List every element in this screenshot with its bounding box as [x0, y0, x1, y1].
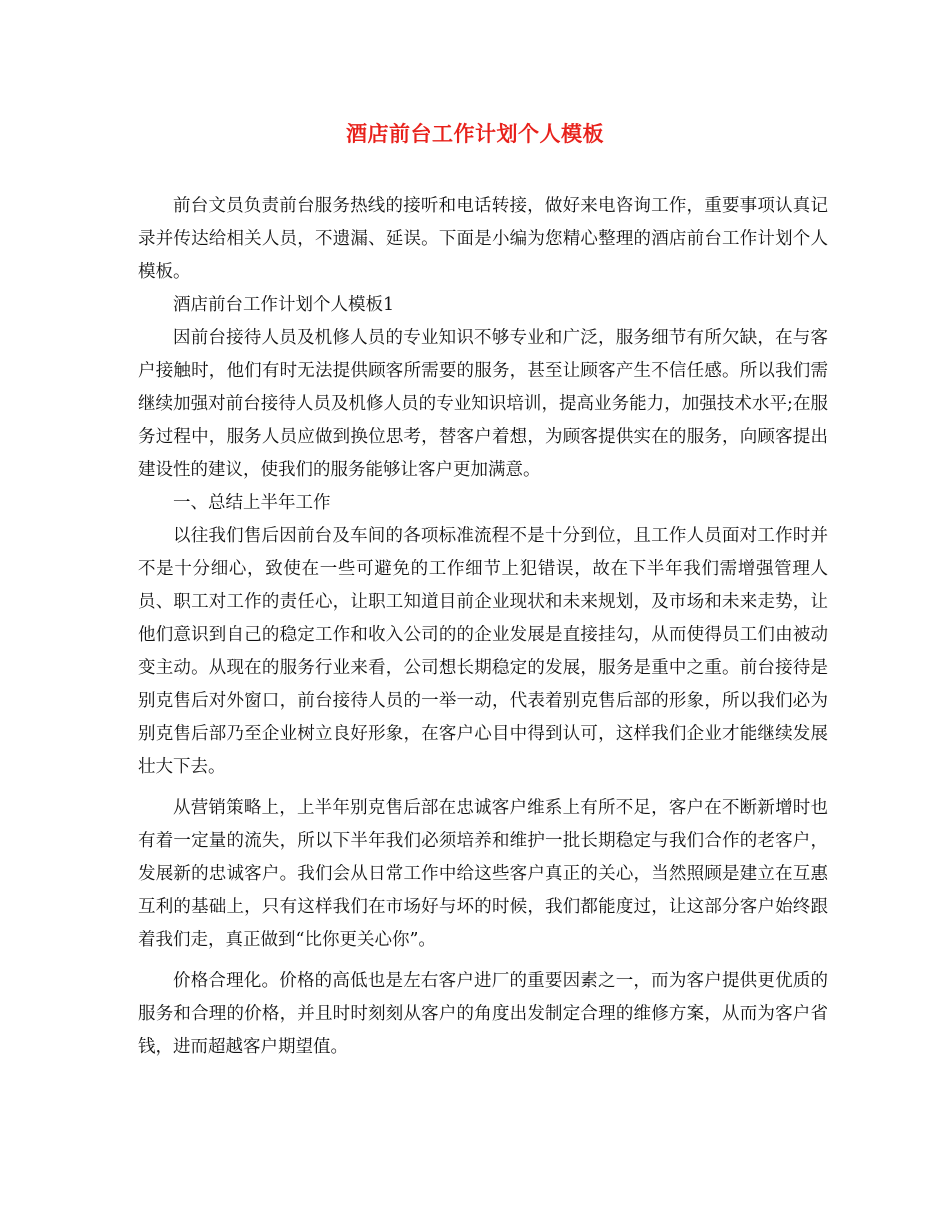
intro-paragraph: 前台文员负责前台服务热线的接听和电话转接，做好来电咨询工作，重要事项认真记录并传达给相关人员，不遗漏、延误。下面是小编为您精心整理的酒店前台工作计划个人模板。	[138, 196, 828, 282]
training-paragraph: 因前台接待人员及机修人员的专业知识不够专业和广泛，服务细节有所欠缺，在与客户接触时，他们有时无法提供顾客所需要的服务，甚至让顾客产生不信任感。所以我们需继续加强对前台接待人员及机修人员的专业知识培训，提高业务能力，加强技术水平;在服务过程中，服务人员应做到换位思考，替客户着想，为顾客提供实在的服务，向顾客提出建设性的建议，使我们的服务能够让客户更加满意。	[138, 328, 828, 480]
marketing-paragraph: 从营销策略上，上半年别克售后部在忠诚客户维系上有所不足，客户在不断新增时也有着一定量的流失，所以下半年我们必须培养和维护一批长期稳定与我们合作的老客户，发展新的忠诚客户。我们会从日常工作中给这些客户真正的关心，当然照顾是建立在互惠互利的基础上，只有这样我们在市场好与坏的时候，我们都能度过，让这部分客户始终跟着我们走，真正做到“比你更关心你”。	[138, 798, 828, 950]
summary-paragraph: 以往我们售后因前台及车间的各项标准流程不是十分到位，且工作人员面对工作时并不是十分细心，致使在一些可避免的工作细节上犯错误，故在下半年我们需增强管理人员、职工对工作的责任心，让职工知道目前企业现状和未来规划，及市场和未来走势，让他们意识到自己的稳定工作和收入公司的的企业发展是直接挂勾，从而使得员工们由被动变主动。从现在的服务行业来看，公司想长期稳定的发展，服务是重中之重。前台接待是别克售后对外窗口，前台接待人员的一举一动，代表着别克售后部的形象，所以我们必为别克售后部乃至企业树立良好形象，在客户心目中得到认可，这样我们企业才能继续发展壮大下去。	[138, 526, 828, 777]
section-heading-template-1: 酒店前台工作计划个人模板1	[173, 295, 395, 315]
document-body	[138, 190, 828, 1064]
document-title: 酒店前台工作计划个人模板	[346, 121, 604, 146]
section-heading-summary: 一、总结上半年工作	[173, 493, 331, 513]
pricing-paragraph: 价格合理化。价格的高低也是左右客户进厂的重要因素之一，而为客户提供更优质的服务和合理的价格，并且时时刻刻从客户的角度出发制定合理的维修方案，从而为客户省钱，进而超越客户期望值。	[138, 971, 828, 1057]
